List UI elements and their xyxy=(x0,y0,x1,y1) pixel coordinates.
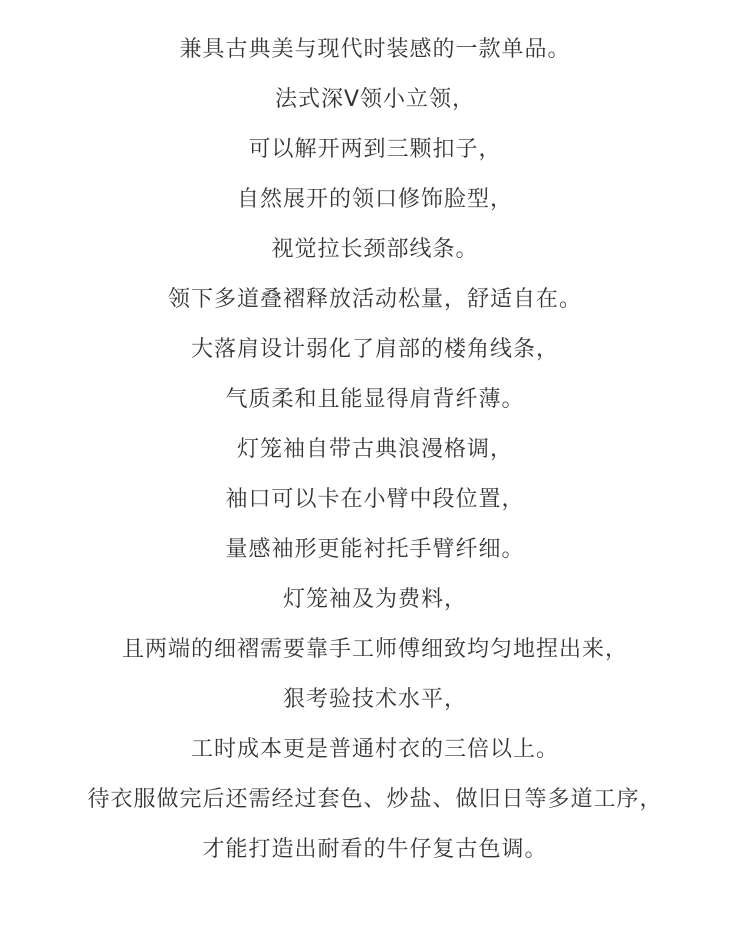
description-line: 大落肩设计弱化了肩部的楼角线条， xyxy=(190,337,559,362)
description-line: 可以解开两到三颗扣子， xyxy=(248,137,502,162)
description-line: 自然展开的领口修饰脸型， xyxy=(236,187,513,212)
description-line: 狠考验技术水平， xyxy=(282,687,467,712)
description-line: 法式深V领小立领， xyxy=(274,87,476,112)
description-line: 气质柔和且能显得肩背纤薄。 xyxy=(225,387,525,412)
description-line: 待衣服做完后还需经过套色、炒盐、做旧日等多道工序， xyxy=(87,787,663,812)
description-lines xyxy=(0,25,750,875)
description-line: 袖口可以卡在小臂中段位置， xyxy=(225,487,525,512)
description-line: 兼具古典美与现代时装感的一款单品。 xyxy=(179,37,571,62)
description-line: 量感袖形更能衬托手臂纤细。 xyxy=(225,537,525,562)
description-line: 才能打造出耐看的牛仔复古色调。 xyxy=(202,837,548,862)
description-line: 且两端的细褶需要靠手工师傅细致均匀地捏出来， xyxy=(121,637,628,662)
description-line: 灯笼袖及为费料， xyxy=(282,587,467,612)
description-line: 工时成本更是普通村衣的三倍以上。 xyxy=(190,737,559,762)
description-line: 领下多道叠褶释放活动松量，舒适自在。 xyxy=(167,287,582,312)
description-line: 视觉拉长颈部线条。 xyxy=(271,237,479,262)
description-line: 灯笼袖自带古典浪漫格调， xyxy=(236,437,513,462)
